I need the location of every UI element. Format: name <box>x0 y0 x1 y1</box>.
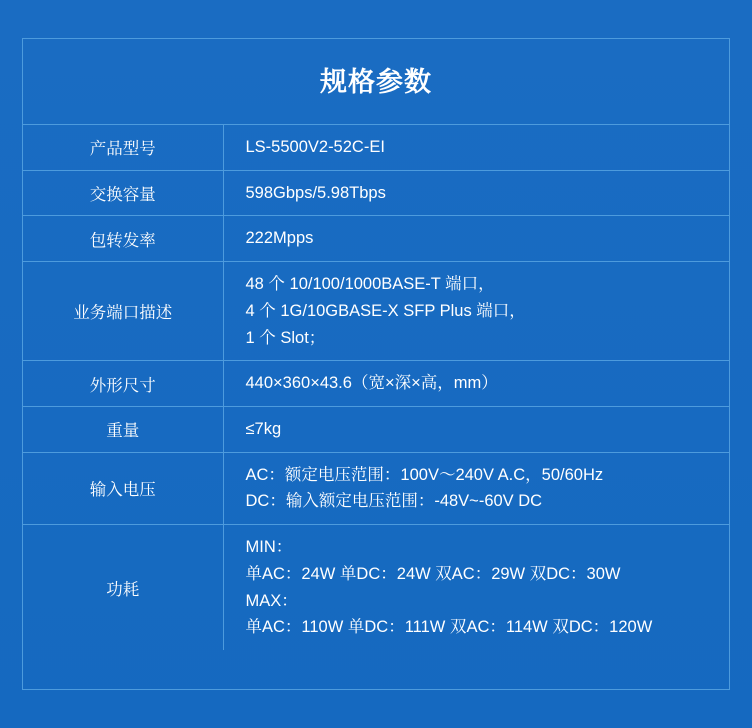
spec-value <box>223 170 729 216</box>
spec-value-line: 598Gbps/5.98Tbps <box>245 183 386 202</box>
table-row <box>23 452 729 524</box>
spec-value-line: 单AC：110W 单DC：111W 双AC：114W 双DC：120W <box>245 618 653 637</box>
spec-value-line: 4 个 1G/10GBASE-X SFP Plus 端口， <box>245 301 526 320</box>
table-row <box>23 125 729 170</box>
spec-value <box>223 361 729 407</box>
spec-value-line: 1 个 Slot； <box>245 328 326 347</box>
spec-card <box>22 38 730 690</box>
table-row <box>23 525 729 650</box>
spec-value-line: MIN： <box>245 538 293 557</box>
spec-value <box>223 125 729 170</box>
table-row <box>23 170 729 216</box>
spec-table <box>23 125 729 650</box>
spec-label: 功耗 <box>23 525 223 650</box>
spec-label: 业务端口描述 <box>23 262 223 361</box>
page-title: 规格参数 <box>23 39 729 125</box>
spec-value-line: 440×360×43.6（宽×深×高，mm） <box>245 374 498 393</box>
spec-label: 产品型号 <box>23 125 223 170</box>
spec-value-line: DC：输入额定电压范围：-48V~-60V DC <box>245 492 543 511</box>
table-row <box>23 262 729 361</box>
spec-value-line: MAX： <box>245 591 298 610</box>
spec-table-body <box>23 125 729 650</box>
spec-label: 包转发率 <box>23 216 223 262</box>
spec-label: 外形尺寸 <box>23 361 223 407</box>
table-row <box>23 216 729 262</box>
table-row <box>23 361 729 407</box>
spec-value-line: LS-5500V2-52C-EI <box>245 138 385 156</box>
spec-value <box>223 262 729 361</box>
spec-value <box>223 452 729 524</box>
spec-value-line: 222Mpps <box>245 229 314 248</box>
spec-value <box>223 525 729 650</box>
spec-label: 重量 <box>23 407 223 453</box>
spec-value <box>223 216 729 262</box>
table-row <box>23 407 729 453</box>
spec-value-line: ≤7kg <box>245 420 282 439</box>
spec-value-line: 48 个 10/100/1000BASE-T 端口， <box>245 275 495 294</box>
spec-value <box>223 407 729 453</box>
spec-value-line: AC：额定电压范围：100V～240V A.C，50/60Hz <box>245 465 604 484</box>
spec-label: 输入电压 <box>23 452 223 524</box>
spec-value-line: 单AC：24W 单DC：24W 双AC：29W 双DC：30W <box>245 564 621 583</box>
spec-label: 交换容量 <box>23 170 223 216</box>
